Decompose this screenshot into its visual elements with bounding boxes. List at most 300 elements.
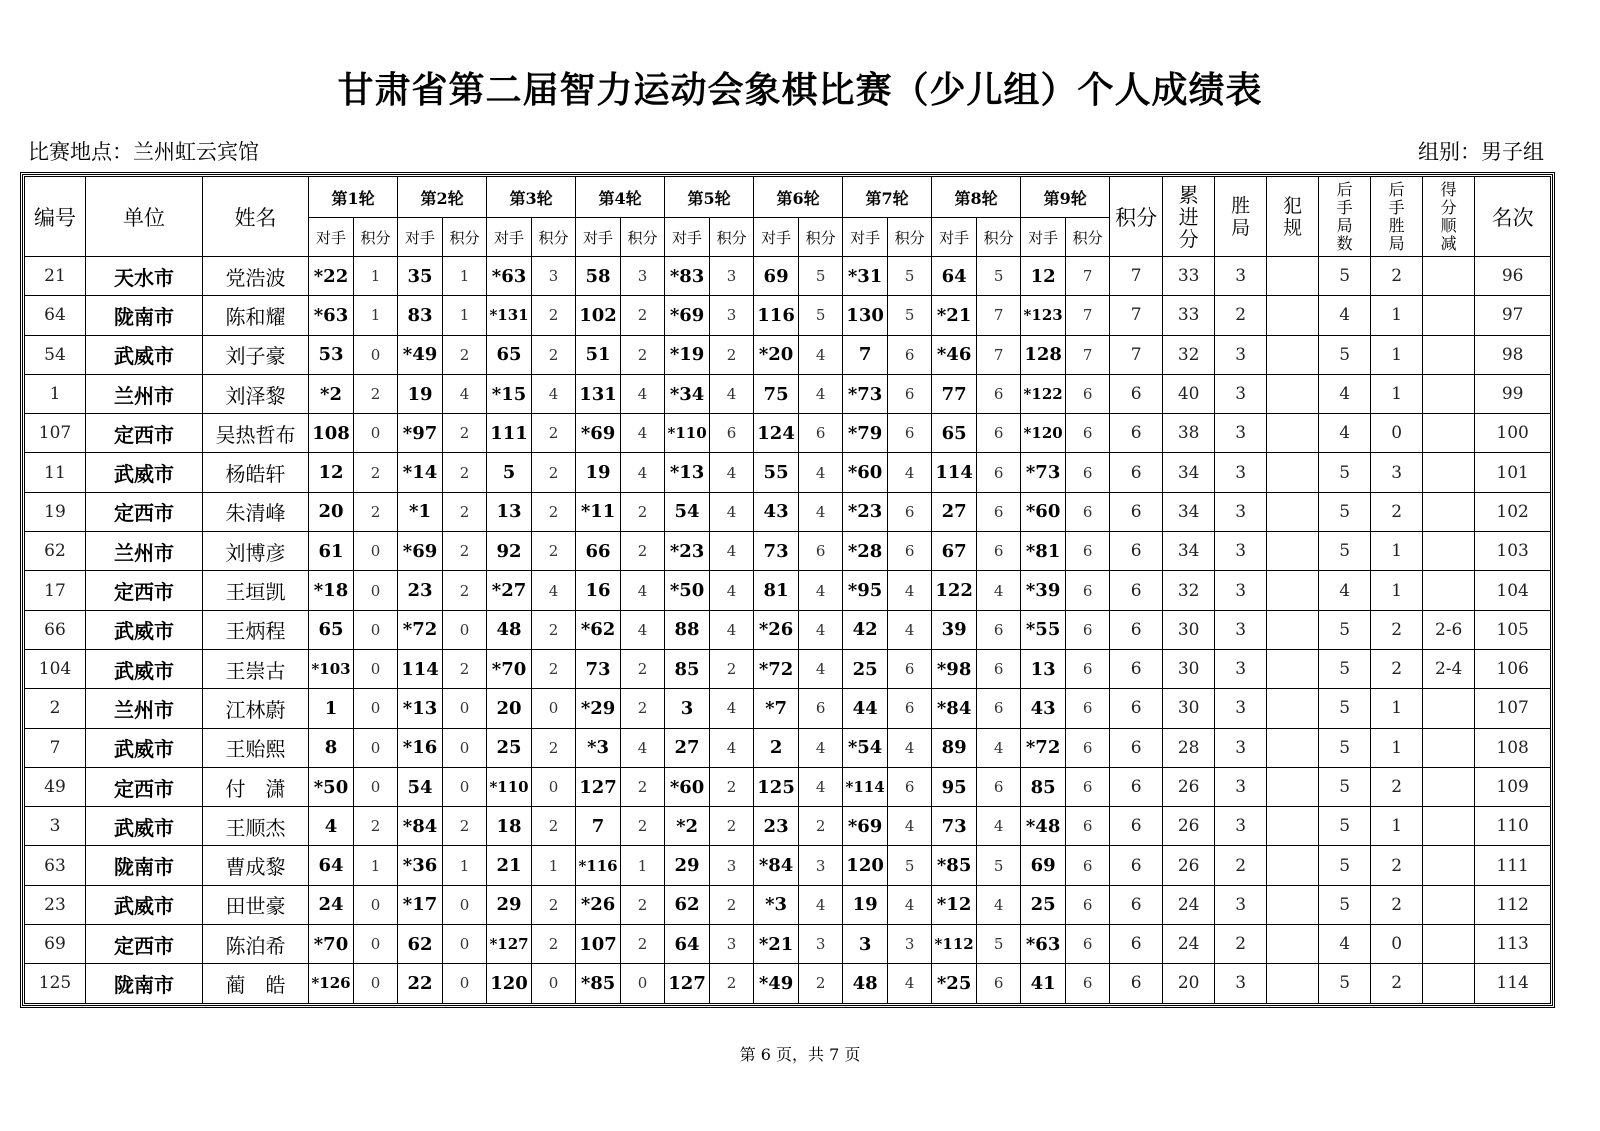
- round-points: 1: [443, 257, 487, 296]
- header-round-4: 第4轮: [576, 177, 665, 218]
- round-points: 6: [977, 689, 1021, 728]
- round-opponent: 24: [309, 885, 354, 924]
- round-points: 0: [354, 925, 398, 964]
- round-opponent: 120: [487, 964, 532, 1003]
- round-opponent: *84: [398, 807, 443, 846]
- round-points: 0: [621, 964, 665, 1003]
- round-points: 2: [532, 610, 576, 649]
- header-opponent: 对手: [932, 218, 977, 257]
- round-opponent: 3: [665, 689, 710, 728]
- round-opponent: 20: [487, 689, 532, 728]
- round-points: 2: [532, 649, 576, 688]
- wins-count: 2: [1215, 925, 1267, 964]
- round-points: 4: [799, 885, 843, 924]
- round-opponent: *110: [665, 414, 710, 453]
- black-wins-count: 2: [1371, 885, 1423, 924]
- round-opponent: *46: [932, 335, 977, 374]
- player-name: 江林蔚: [203, 689, 309, 728]
- black-wins-count: 2: [1371, 767, 1423, 806]
- header-points: 积分: [888, 218, 932, 257]
- venue-label: 比赛地点：兰州虹云宾馆: [28, 140, 259, 164]
- tiebreak-value: [1423, 257, 1475, 296]
- round-points: 1: [354, 257, 398, 296]
- round-points: 0: [443, 728, 487, 767]
- round-opponent: 67: [932, 532, 977, 571]
- wins-count: 3: [1215, 532, 1267, 571]
- round-points: 4: [443, 374, 487, 413]
- round-opponent: *49: [754, 964, 799, 1003]
- round-points: 6: [1066, 925, 1110, 964]
- round-points: 6: [1066, 728, 1110, 767]
- round-points: 2: [799, 807, 843, 846]
- round-opponent: *18: [309, 571, 354, 610]
- round-opponent: *12: [932, 885, 977, 924]
- player-name: 吴热哲布: [203, 414, 309, 453]
- black-games-count: 5: [1319, 846, 1371, 885]
- page-footer: 第 6 页，共 7 页: [739, 1045, 861, 1064]
- round-opponent: 62: [398, 925, 443, 964]
- table-row: [25, 964, 1551, 1003]
- round-points: 4: [710, 532, 754, 571]
- total-score: 6: [1110, 649, 1163, 688]
- black-games-count: 5: [1319, 689, 1371, 728]
- black-wins-count: 1: [1371, 335, 1423, 374]
- fouls-count: [1267, 453, 1319, 492]
- fouls-count: [1267, 964, 1319, 1003]
- round-opponent: 58: [576, 257, 621, 296]
- round-opponent: 75: [754, 374, 799, 413]
- round-points: 0: [354, 571, 398, 610]
- round-opponent: 20: [309, 492, 354, 531]
- wins-count: 3: [1215, 885, 1267, 924]
- player-number: 104: [25, 649, 86, 688]
- round-opponent: *79: [843, 414, 888, 453]
- round-points: 2: [443, 414, 487, 453]
- round-opponent: 73: [932, 807, 977, 846]
- cumulative-score: 28: [1163, 728, 1215, 767]
- round-points: 0: [354, 414, 398, 453]
- fouls-count: [1267, 335, 1319, 374]
- black-wins-count: 3: [1371, 453, 1423, 492]
- cumulative-score: 24: [1163, 925, 1215, 964]
- total-score: 7: [1110, 296, 1163, 335]
- black-games-count: 4: [1319, 296, 1371, 335]
- table-row: [25, 257, 1551, 296]
- round-points: 3: [710, 846, 754, 885]
- round-opponent: *20: [754, 335, 799, 374]
- fouls-count: [1267, 296, 1319, 335]
- round-points: 5: [888, 257, 932, 296]
- header-black-wins: [1371, 177, 1423, 257]
- round-opponent: *17: [398, 885, 443, 924]
- round-points: 0: [532, 767, 576, 806]
- round-opponent: 8: [309, 728, 354, 767]
- round-opponent: 127: [576, 767, 621, 806]
- round-points: 2: [621, 807, 665, 846]
- rank-value: 106: [1475, 649, 1551, 688]
- black-wins-count: 2: [1371, 846, 1423, 885]
- fouls-count: [1267, 492, 1319, 531]
- round-points: 6: [977, 414, 1021, 453]
- round-points: 0: [354, 767, 398, 806]
- round-points: 0: [354, 689, 398, 728]
- round-opponent: *21: [754, 925, 799, 964]
- header-name: 姓名: [203, 177, 309, 257]
- black-wins-count: 1: [1371, 374, 1423, 413]
- rank-value: 105: [1475, 610, 1551, 649]
- table-row: [25, 296, 1551, 335]
- round-points: 6: [1066, 610, 1110, 649]
- round-points: 2: [621, 649, 665, 688]
- round-points: 2: [710, 807, 754, 846]
- round-opponent: 1: [309, 689, 354, 728]
- table-row: [25, 728, 1551, 767]
- total-score: 7: [1110, 257, 1163, 296]
- black-games-count: 5: [1319, 453, 1371, 492]
- round-opponent: 65: [932, 414, 977, 453]
- round-points: 3: [532, 257, 576, 296]
- cumulative-score: 24: [1163, 885, 1215, 924]
- player-name: 党浩波: [203, 257, 309, 296]
- round-opponent: *26: [754, 610, 799, 649]
- round-points: 6: [1066, 453, 1110, 492]
- round-points: 6: [799, 414, 843, 453]
- fouls-count: [1267, 885, 1319, 924]
- player-unit: 陇南市: [86, 846, 203, 885]
- group-label: 组别：男子组: [1418, 140, 1544, 164]
- cumulative-score: 20: [1163, 964, 1215, 1003]
- tiebreak-value: [1423, 453, 1475, 492]
- round-opponent: *13: [398, 689, 443, 728]
- round-opponent: *69: [398, 532, 443, 571]
- round-opponent: 69: [754, 257, 799, 296]
- round-points: 6: [977, 532, 1021, 571]
- fouls-count: [1267, 532, 1319, 571]
- round-points: 4: [977, 571, 1021, 610]
- black-wins-count: 2: [1371, 964, 1423, 1003]
- tiebreak-value: [1423, 964, 1475, 1003]
- player-unit: 武威市: [86, 610, 203, 649]
- round-opponent: *112: [932, 925, 977, 964]
- player-number: 17: [25, 571, 86, 610]
- black-wins-count: 2: [1371, 492, 1423, 531]
- total-score: 6: [1110, 767, 1163, 806]
- player-unit: 陇南市: [86, 296, 203, 335]
- round-opponent: 54: [665, 492, 710, 531]
- round-points: 6: [1066, 414, 1110, 453]
- player-name: 杨皓轩: [203, 453, 309, 492]
- total-score: 6: [1110, 610, 1163, 649]
- player-unit: 兰州市: [86, 689, 203, 728]
- table-row: [25, 846, 1551, 885]
- wins-count: 3: [1215, 610, 1267, 649]
- tiebreak-value: [1423, 492, 1475, 531]
- round-opponent: 92: [487, 532, 532, 571]
- round-opponent: 19: [398, 374, 443, 413]
- round-points: 6: [888, 689, 932, 728]
- round-opponent: *2: [665, 807, 710, 846]
- round-points: 6: [1066, 532, 1110, 571]
- tiebreak-value: 2-4: [1423, 649, 1475, 688]
- tiebreak-value: [1423, 885, 1475, 924]
- round-points: 4: [621, 571, 665, 610]
- round-opponent: 13: [1021, 649, 1066, 688]
- round-opponent: 66: [576, 532, 621, 571]
- header-opponent: 对手: [1021, 218, 1066, 257]
- round-opponent: 25: [843, 649, 888, 688]
- table-row: [25, 689, 1551, 728]
- round-opponent: 88: [665, 610, 710, 649]
- total-score: 6: [1110, 492, 1163, 531]
- player-unit: 定西市: [86, 925, 203, 964]
- rank-value: 96: [1475, 257, 1551, 296]
- round-opponent: 53: [309, 335, 354, 374]
- wins-count: 3: [1215, 649, 1267, 688]
- round-points: 2: [532, 532, 576, 571]
- round-opponent: *120: [1021, 414, 1066, 453]
- round-points: 2: [532, 885, 576, 924]
- round-points: 1: [354, 846, 398, 885]
- rank-value: 99: [1475, 374, 1551, 413]
- header-round-3: 第3轮: [487, 177, 576, 218]
- rank-value: 113: [1475, 925, 1551, 964]
- header-opponent: 对手: [309, 218, 354, 257]
- round-opponent: 19: [576, 453, 621, 492]
- round-points: 5: [977, 925, 1021, 964]
- round-points: 6: [977, 649, 1021, 688]
- round-opponent: *85: [576, 964, 621, 1003]
- round-opponent: 124: [754, 414, 799, 453]
- header-round-2: 第2轮: [398, 177, 487, 218]
- fouls-count: [1267, 689, 1319, 728]
- header-round-9: 第9轮: [1021, 177, 1110, 218]
- round-points: 1: [621, 846, 665, 885]
- round-opponent: 25: [1021, 885, 1066, 924]
- round-opponent: 107: [576, 925, 621, 964]
- black-games-count: 5: [1319, 610, 1371, 649]
- fouls-count: [1267, 257, 1319, 296]
- round-points: 2: [443, 492, 487, 531]
- round-points: 5: [977, 846, 1021, 885]
- player-name: 王炳程: [203, 610, 309, 649]
- round-opponent: *123: [1021, 296, 1066, 335]
- round-opponent: 18: [487, 807, 532, 846]
- table-row: [25, 532, 1551, 571]
- header-points: 积分: [799, 218, 843, 257]
- round-opponent: *72: [754, 649, 799, 688]
- total-score: 6: [1110, 846, 1163, 885]
- round-opponent: 43: [1021, 689, 1066, 728]
- black-wins-count: 1: [1371, 532, 1423, 571]
- round-opponent: 85: [665, 649, 710, 688]
- black-wins-count: 0: [1371, 925, 1423, 964]
- player-unit: 武威市: [86, 453, 203, 492]
- player-unit: 定西市: [86, 767, 203, 806]
- round-opponent: *95: [843, 571, 888, 610]
- rank-value: 97: [1475, 296, 1551, 335]
- player-unit: 武威市: [86, 335, 203, 374]
- player-number: 21: [25, 257, 86, 296]
- round-opponent: 73: [576, 649, 621, 688]
- round-points: 6: [1066, 767, 1110, 806]
- round-points: 4: [621, 453, 665, 492]
- table-row: [25, 492, 1551, 531]
- round-opponent: 108: [309, 414, 354, 453]
- round-points: 6: [1066, 846, 1110, 885]
- header-black_wins-text: 后手胜局: [1388, 179, 1405, 253]
- round-opponent: *127: [487, 925, 532, 964]
- round-points: 4: [977, 728, 1021, 767]
- round-opponent: *116: [576, 846, 621, 885]
- round-opponent: 41: [1021, 964, 1066, 1003]
- round-opponent: *39: [1021, 571, 1066, 610]
- wins-count: 3: [1215, 767, 1267, 806]
- round-opponent: 111: [487, 414, 532, 453]
- header-no: 编号: [25, 177, 86, 257]
- total-score: 6: [1110, 453, 1163, 492]
- fouls-count: [1267, 846, 1319, 885]
- round-opponent: 48: [487, 610, 532, 649]
- round-opponent: 116: [754, 296, 799, 335]
- round-points: 7: [977, 296, 1021, 335]
- wins-count: 2: [1215, 846, 1267, 885]
- round-opponent: 22: [398, 964, 443, 1003]
- player-number: 23: [25, 885, 86, 924]
- round-points: 6: [1066, 885, 1110, 924]
- wins-count: 3: [1215, 414, 1267, 453]
- round-points: 0: [532, 689, 576, 728]
- round-opponent: 48: [843, 964, 888, 1003]
- round-points: 2: [443, 807, 487, 846]
- round-points: 2: [621, 532, 665, 571]
- round-points: 6: [888, 492, 932, 531]
- table-row: [25, 885, 1551, 924]
- results-table-frame: [20, 172, 1555, 1008]
- black-games-count: 5: [1319, 335, 1371, 374]
- round-opponent: 102: [576, 296, 621, 335]
- header-points: 积分: [443, 218, 487, 257]
- player-unit: 武威市: [86, 728, 203, 767]
- round-points: 4: [888, 885, 932, 924]
- wins-count: 3: [1215, 807, 1267, 846]
- wins-count: 3: [1215, 689, 1267, 728]
- player-number: 62: [25, 532, 86, 571]
- header-round-1: 第1轮: [309, 177, 398, 218]
- round-points: 4: [799, 453, 843, 492]
- round-opponent: *63: [487, 257, 532, 296]
- round-opponent: *85: [932, 846, 977, 885]
- player-unit: 陇南市: [86, 964, 203, 1003]
- round-points: 4: [710, 728, 754, 767]
- player-unit: 武威市: [86, 885, 203, 924]
- player-name: 蔺 皓: [203, 964, 309, 1003]
- round-opponent: 65: [309, 610, 354, 649]
- round-points: 4: [888, 807, 932, 846]
- round-points: 7: [1066, 257, 1110, 296]
- round-points: 6: [977, 492, 1021, 531]
- total-score: 6: [1110, 885, 1163, 924]
- fouls-count: [1267, 571, 1319, 610]
- round-points: 2: [710, 335, 754, 374]
- round-opponent: 2: [754, 728, 799, 767]
- round-opponent: *11: [576, 492, 621, 531]
- round-points: 4: [710, 571, 754, 610]
- round-opponent: *69: [576, 414, 621, 453]
- wins-count: 3: [1215, 492, 1267, 531]
- round-opponent: *25: [932, 964, 977, 1003]
- round-points: 4: [621, 414, 665, 453]
- table-row: [25, 453, 1551, 492]
- round-points: 6: [1066, 649, 1110, 688]
- cumulative-score: 26: [1163, 767, 1215, 806]
- round-points: 6: [977, 374, 1021, 413]
- round-opponent: *72: [398, 610, 443, 649]
- round-opponent: 23: [754, 807, 799, 846]
- total-score: 6: [1110, 925, 1163, 964]
- round-opponent: *55: [1021, 610, 1066, 649]
- round-opponent: 61: [309, 532, 354, 571]
- header-opponent: 对手: [398, 218, 443, 257]
- round-points: 6: [1066, 689, 1110, 728]
- round-points: 6: [977, 610, 1021, 649]
- round-points: 4: [977, 885, 1021, 924]
- player-unit: 定西市: [86, 571, 203, 610]
- round-opponent: 21: [487, 846, 532, 885]
- round-opponent: *21: [932, 296, 977, 335]
- player-number: 54: [25, 335, 86, 374]
- round-points: 6: [977, 767, 1021, 806]
- round-opponent: *27: [487, 571, 532, 610]
- player-unit: 兰州市: [86, 532, 203, 571]
- round-points: 4: [799, 335, 843, 374]
- round-points: 0: [354, 335, 398, 374]
- wins-count: 3: [1215, 964, 1267, 1003]
- black-wins-count: 1: [1371, 807, 1423, 846]
- round-opponent: *7: [754, 689, 799, 728]
- rank-value: 111: [1475, 846, 1551, 885]
- round-opponent: *60: [843, 453, 888, 492]
- fouls-count: [1267, 807, 1319, 846]
- player-unit: 兰州市: [86, 374, 203, 413]
- round-points: 2: [443, 532, 487, 571]
- header-points: 积分: [977, 218, 1021, 257]
- black-games-count: 5: [1319, 807, 1371, 846]
- table-row: [25, 807, 1551, 846]
- round-points: 0: [443, 925, 487, 964]
- player-name: 王顺杰: [203, 807, 309, 846]
- player-unit: 定西市: [86, 414, 203, 453]
- round-opponent: *73: [1021, 453, 1066, 492]
- round-points: 2: [532, 296, 576, 335]
- round-points: 1: [532, 846, 576, 885]
- header-unit: 单位: [86, 177, 203, 257]
- player-name: 付 潇: [203, 767, 309, 806]
- fouls-count: [1267, 728, 1319, 767]
- round-points: 2: [443, 335, 487, 374]
- cumulative-score: 33: [1163, 296, 1215, 335]
- player-number: 66: [25, 610, 86, 649]
- black-games-count: 4: [1319, 571, 1371, 610]
- round-points: 2: [354, 807, 398, 846]
- round-points: 6: [710, 414, 754, 453]
- rank-value: 98: [1475, 335, 1551, 374]
- round-points: 4: [621, 374, 665, 413]
- round-opponent: *48: [1021, 807, 1066, 846]
- round-points: 2: [443, 571, 487, 610]
- round-points: 2: [532, 728, 576, 767]
- black-wins-count: 0: [1371, 414, 1423, 453]
- round-points: 4: [888, 964, 932, 1003]
